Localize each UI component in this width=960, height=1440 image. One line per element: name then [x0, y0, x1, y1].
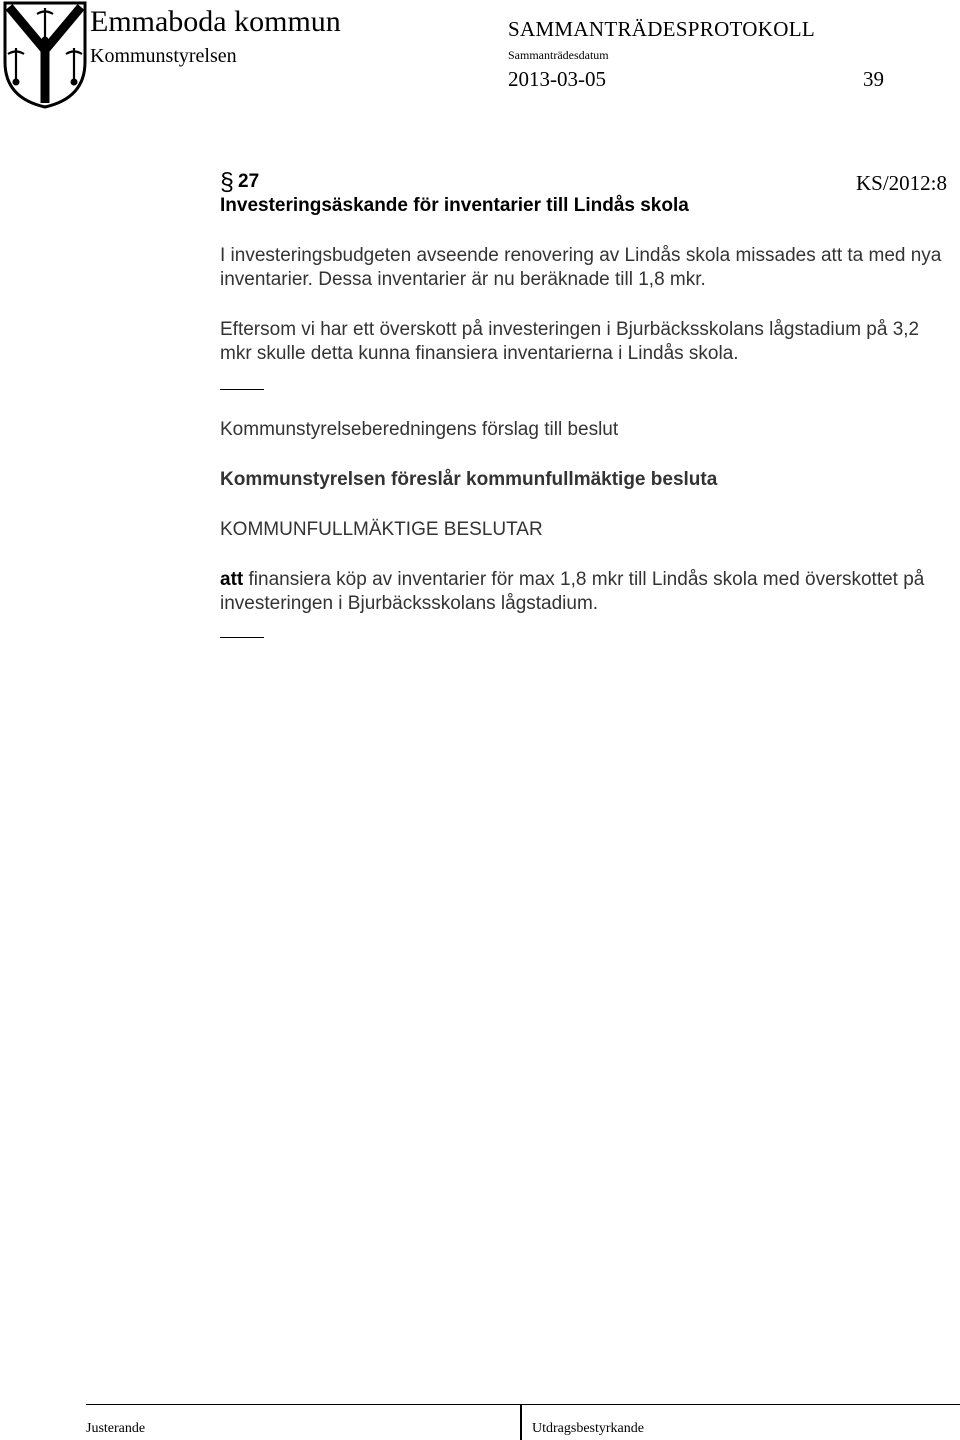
kf-decision-heading: KOMMUNFULLMÄKTIGE BESLUTAR [220, 519, 543, 540]
extract-certifier-label: Utdragsbestyrkande [532, 1421, 644, 1436]
decision-text [220, 568, 955, 616]
section-title: Investeringsäskande för inventarier till Lindås skola [220, 195, 689, 216]
meeting-date: 2013-03-05 [508, 67, 606, 91]
end-divider [220, 637, 264, 638]
body-paragraph-2: Eftersom vi har ett överskott på investeringen i Bjurbäcksskolans lågstadium på 3,2 mkr skulle detta kunna finansiera inventarierna i Lindås skola. [220, 319, 920, 364]
paragraph-sign: § [220, 168, 234, 196]
decision-keyword: att [220, 569, 244, 590]
page-number: 39 [863, 67, 884, 91]
signature-line [86, 1404, 960, 1405]
case-number: KS/2012:8 [856, 171, 948, 195]
municipal-coat-of-arms-icon [2, 0, 88, 110]
section-divider [220, 389, 264, 390]
organization-name: Emmaboda kommun [90, 5, 341, 38]
proposal-heading: Kommunstyrelseberedningens förslag till beslut [220, 419, 619, 440]
meeting-date-label: Sammanträdesdatum [508, 48, 609, 62]
adjuster-label: Justerande [86, 1421, 146, 1436]
decision-body: finansiera köp av inventarier för max 1,8 mkr till Lindås skola med överskottet på investeringen i Bjurbäcksskolans lågstadium. [220, 569, 925, 614]
ks-proposal-text: Kommunstyrelsen föreslår kommunfullmäktige besluta [220, 469, 718, 490]
paragraph-number: 27 [238, 171, 260, 192]
department-name: Kommunstyrelsen [90, 45, 237, 67]
document-type: SAMMANTRÄDESPROTOKOLL [508, 17, 815, 41]
body-paragraph-1: I investeringsbudgeten avseende renovering av Lindås skola missades att ta med nya inventarier. Dessa inventarier är nu beräknade till 1,8 mkr. [220, 245, 942, 290]
signature-separator [520, 1404, 522, 1440]
